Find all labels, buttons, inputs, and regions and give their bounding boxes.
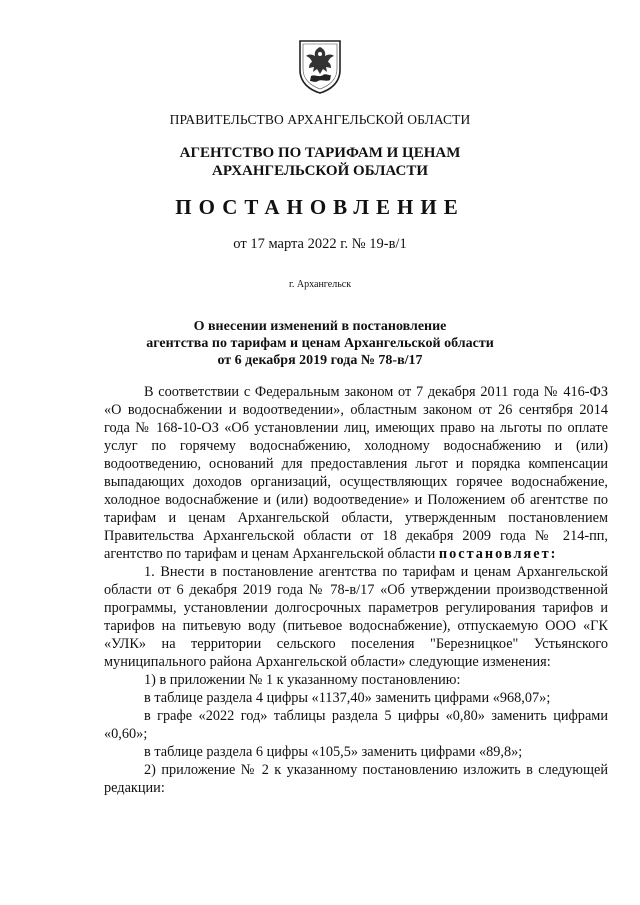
document-subject bbox=[0, 318, 640, 369]
body-paragraph-sub1: 1) в приложении № 1 к указанному постановлению: bbox=[144, 672, 461, 688]
subject-line3: от 6 декабря 2019 года № 78-в/17 bbox=[217, 353, 423, 368]
preamble-keyword: постановляет: bbox=[438, 546, 558, 562]
body-paragraph-sub2: 2) приложение № 2 к указанному постановлению изложить в следующей редакции: bbox=[104, 762, 608, 796]
body-paragraph-change2: в графе «2022 год» таблицы раздела 5 цифры «0,80» заменить цифрами «0,60»; bbox=[104, 708, 608, 742]
document-type-title: ПОСТАНОВЛЕНИЕ bbox=[175, 195, 465, 219]
coat-of-arms-emblem bbox=[297, 38, 343, 94]
document-date-number: от 17 марта 2022 г. № 19-в/1 bbox=[233, 236, 407, 252]
preamble-text: В соответствии с Федеральным законом от 7 декабря 2011 года № 416-ФЗ «О водоснабжении и водоотведении», областным законом от 26 сентября 2014 года № 168-10-ОЗ «Об установлении лиц, имеющих право на льготы по оплате услуг по горячему водоснабжению, холодному водоснабжению и (или) водоотведению, оснований для предоставления льгот и порядка компенсации выпадающих доходов организаций, осуществляющих горячее водоснабжение, холодное водоснабжение и (или) водоотведение» и Положением об агентстве по тарифам и ценам Архангельской области, утвержденным постановлением Правительства Архангельской области от 18 декабря 2009 года № 214-пп, агентство по тарифам и ценам Архангельской области bbox=[104, 384, 608, 562]
government-name: ПРАВИТЕЛЬСТВО АРХАНГЕЛЬСКОЙ ОБЛАСТИ bbox=[169, 112, 471, 127]
body-paragraph-change3: в таблице раздела 6 цифры «105,5» заменить цифрами «89,8»; bbox=[144, 744, 523, 760]
body-paragraph-item1: 1. Внести в постановление агентства по тарифам и ценам Архангельской области от 6 декабря 2019 года № 78-в/17 «Об утверждении производственной программы, установлении долгосрочных параметров регулирования тарифов и тарифов на питьевую воду (питьевое водоснабжение), отпускаемую ООО «ГК «УЛК» на территории сельского поселения "Березницкое" Устьянского муниципального района Архангельской области» следующие изменения: bbox=[104, 564, 608, 670]
agency-name-line2: АРХАНГЕЛЬСКОЙ ОБЛАСТИ bbox=[212, 163, 428, 179]
agency-name-line1: АГЕНТСТВО ПО ТАРИФАМ И ЦЕНАМ bbox=[179, 145, 461, 161]
body-paragraph-change1: в таблице раздела 4 цифры «1137,40» заменить цифрами «968,07»; bbox=[144, 690, 551, 706]
agency-name bbox=[0, 144, 640, 180]
document-city: г. Архангельск bbox=[288, 279, 352, 290]
subject-line2: агентства по тарифам и ценам Архангельской области bbox=[146, 336, 494, 351]
body-paragraph-preamble bbox=[104, 383, 608, 563]
subject-line1: О внесении изменений в постановление bbox=[193, 319, 447, 334]
document-body bbox=[104, 383, 608, 797]
